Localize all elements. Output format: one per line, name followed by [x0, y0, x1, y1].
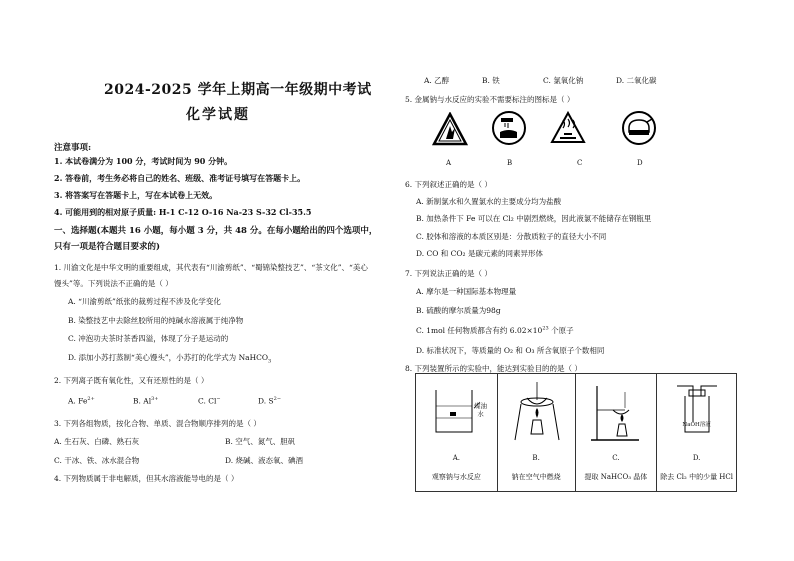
- q4-option-a: A. 乙醇: [424, 76, 450, 85]
- note-item-2: 2. 答卷前，考生务必将自己的姓名、班级、准考证号填写在答题卡上。: [54, 173, 306, 183]
- q8-d-letter: D.: [692, 454, 701, 462]
- q8-a-inner-label: 煤油 水: [474, 402, 487, 418]
- q1-stem-line1: 1. 川渝文化是中华文明的重要组成，其代表有“川渝剪纸”、“蜀锦染整技艺”、“茶文化”、“美心: [54, 263, 368, 272]
- gas-washing-bottle-icon: [667, 382, 727, 442]
- q2-option-a: A. $Fe^{2+}$: [68, 396, 95, 406]
- q8-cell-d: [657, 374, 737, 492]
- heating-flask-icon: [621, 110, 657, 146]
- q5-label-d: D: [637, 159, 643, 167]
- q1-stem-line2: 馒头”等。下列说法不正确的是（ ）: [54, 279, 173, 288]
- q1-option-d: D. 添加小苏打蒸制“美心馒头”，小苏打的化学式为 NaHCO$_3$: [68, 353, 272, 365]
- explosive-hazard-icon: [432, 112, 468, 148]
- exam-subtitle: 化学试题: [186, 107, 250, 123]
- q4-stem: 4. 下列物质属于非电解质，但其水溶液能导电的是（ ）: [54, 474, 239, 483]
- q8-cell-c: [575, 374, 657, 492]
- q5-label-c: C: [577, 159, 583, 167]
- q7-option-a: A. 摩尔是一种国际基本物理量: [416, 287, 517, 296]
- q4-option-d: D. 二氧化碳: [616, 76, 657, 85]
- q3-option-a: A. 生石灰、白磷、熟石灰: [54, 437, 140, 446]
- crucible-burner-icon: [507, 380, 567, 446]
- q4-option-c: C. 氯氧化钠: [543, 76, 584, 85]
- q1-option-a: A. “川渝剪纸”纸张的裁剪过程不涉及化学变化: [68, 297, 221, 306]
- q8-c-caption: 提取 NaHCO₃ 晶体: [584, 473, 648, 481]
- note-item-3: 3. 将答案写在答题卡上，写在本试卷上无效。: [54, 190, 218, 200]
- note-item-1: 1. 本试卷满分为 100 分，考试时间为 90 分钟。: [54, 156, 233, 166]
- hot-surface-icon: [550, 110, 586, 146]
- q5-stem: 5. 金属钠与水反应的实验不需要标注的图标是（ ）: [405, 95, 575, 104]
- q8-b-caption: 钠在空气中燃烧: [511, 473, 561, 481]
- q7-option-d: D. 标准状况下，等质量的 O₂ 和 O₃ 所含氧原子个数相同: [416, 346, 605, 355]
- q6-stem: 6. 下列叙述正确的是（ ）: [405, 180, 492, 189]
- q2-option-c: C. Cl−: [198, 396, 221, 406]
- q3-stem: 3. 下列各组物质，按化合物、单质、混合物顺序排列的是（ ）: [54, 419, 261, 428]
- wash-hands-icon: [491, 110, 527, 146]
- q3-option-c: C. 干冰、铁、冰水混合物: [54, 456, 140, 465]
- evaporating-stand-icon: [587, 380, 647, 446]
- q5-label-a: A: [446, 159, 452, 167]
- q7-stem: 7. 下列说法正确的是（ ）: [405, 269, 492, 278]
- q3-option-d: D. 烧碱、液态氧、碘酒: [225, 456, 304, 465]
- q8-a-letter: A.: [452, 454, 460, 462]
- note-item-4: 4. 可能用到的相对原子质量: H-1 C-12 O-16 Na-23 S-32 Cl-35.5: [54, 207, 312, 217]
- q8-a-caption: 观察钠与水反应: [431, 473, 481, 481]
- q8-d-caption: 除去 Cl₂ 中的少量 HCl: [660, 473, 733, 481]
- q8-d-inner-label: NaOH溶液: [682, 422, 711, 428]
- q6-option-b: B. 加热条件下 Fe 可以在 Cl₂ 中剧烈燃烧，因此液氯不能储存在钢瓶里: [416, 214, 652, 223]
- section-heading-line1: 一、选择题(本题共 16 小题，每小题 3 分，共 48 分。在每小题给出的四个选项中，: [54, 226, 378, 236]
- q8-apparatus-table: [415, 373, 737, 492]
- q7-option-b: B. 硫酸的摩尔质量为98g: [416, 306, 501, 315]
- section-heading-line2: 只有一项是符合题目要求的): [54, 242, 161, 252]
- q8-cell-a: [416, 374, 498, 492]
- q6-option-a: A. 新制氯水和久置氯水的主要成分均为盐酸: [416, 197, 562, 206]
- q7-option-c: C. 1mol 任何物质都含有约 $6.02\times 10^{23}$ 个原子: [416, 325, 574, 335]
- q2-option-b: B. $Al^{3+}$: [133, 396, 159, 406]
- q8-cell-b: [497, 374, 575, 492]
- q4-option-b: B. 铁: [482, 76, 500, 85]
- q2-stem: 2. 下列离子既有氧化性，又有还原性的是（ ）: [54, 376, 209, 385]
- q6-option-c: C. 胶体和溶液的本质区别是：分散质粒子的直径大小不同: [416, 232, 607, 241]
- q1-option-c: C. 冲泡功夫茶时茶香四溢，体现了分子是运动的: [68, 334, 229, 343]
- exam-title: 2024-2025 学年上期高一年级期中考试: [104, 82, 372, 98]
- q6-option-d: D. CO 和 CO₂ 是碳元素的同素异形体: [416, 249, 543, 258]
- notes-heading: 注意事项:: [54, 143, 92, 153]
- q8-b-letter: B.: [532, 454, 540, 462]
- q5-label-b: B: [507, 159, 513, 167]
- q3-option-b: B. 空气、氮气、胆矾: [225, 437, 296, 446]
- q1-option-b: B. 染整技艺中去除丝胶所用的纯碱水溶液属于纯净物: [68, 316, 244, 325]
- q8-c-letter: C.: [612, 454, 620, 462]
- q8-stem: 8. 下列装置所示的实验中，能达到实验目的的是（ ）: [405, 364, 582, 373]
- q2-option-d: D. $S^{2-}$: [258, 396, 282, 406]
